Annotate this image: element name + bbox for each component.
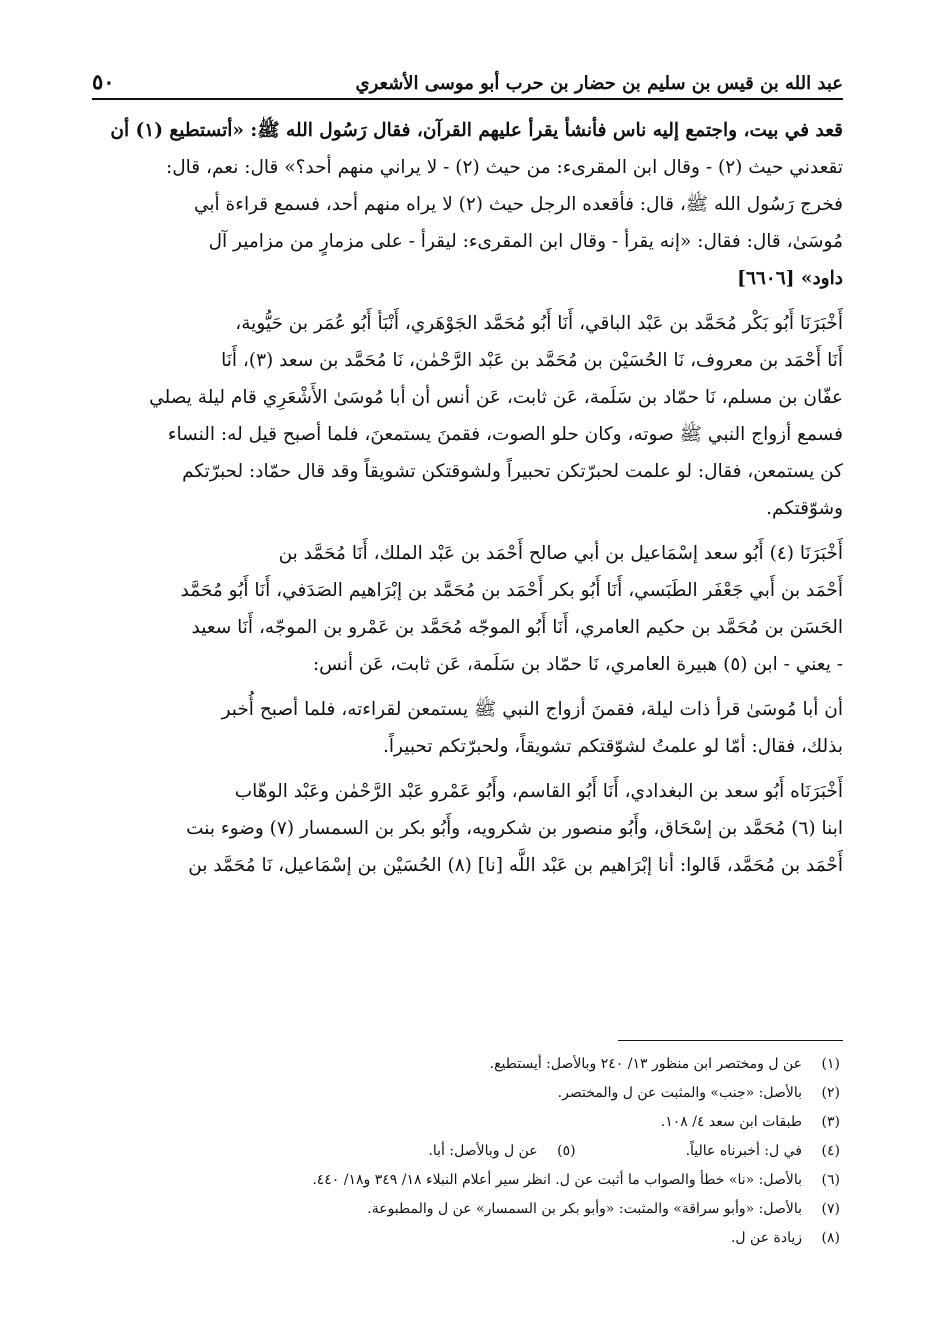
- footnote: [100, 1050, 840, 1079]
- footnote-number: (٥): [557, 1143, 576, 1159]
- footnote-text: بالأصل: «وأبو سراقة» والمثبت: «وأبو بكر بن السمسار» عن ل والمطبوعة.: [367, 1201, 802, 1217]
- footnote-text: في ل: أخبرناه عالياً.: [685, 1143, 802, 1159]
- footnote-text: زيادة عن ل.: [730, 1230, 802, 1246]
- footnote-text: عن ل ومختصر ابن منظور ١٣/ ٢٤٠ وبالأصل: أيستطيع.: [489, 1056, 802, 1072]
- paragraph-1: [92, 112, 843, 297]
- paragraph-3: [92, 535, 843, 683]
- footnote: [100, 1166, 840, 1195]
- text-line: مُوسَىٰ، قال: فقال: «إنه يقرأ - وقال ابن المقرىء: ليقرأ - على مزمارٍ من مزامير آل: [208, 231, 843, 252]
- text-line: أن أبا مُوسَىٰ قرأ ذات ليلة، فقمنَ أزواج النبي ﷺ يستمعن لقراءته، فلما أصبح أُخبر: [221, 699, 843, 720]
- paragraph-5: [92, 773, 843, 884]
- footnotes: [100, 1050, 840, 1253]
- footnote-number: (٧): [821, 1201, 840, 1217]
- footnote-text: بالأصل: «جنب» والمثبت عن ل والمختصر.: [557, 1085, 802, 1101]
- footnote-number: (١): [821, 1056, 840, 1072]
- footnote-text: طبقات ابن سعد ٤/ ١٠٨.: [660, 1114, 802, 1130]
- footnote-row: [100, 1137, 840, 1166]
- text-line: فخرج رَسُول الله ﷺ، قال: فأقعده الرجل حيث (٢) لا يراه منهم أحد، فسمع قراءة أبي: [193, 194, 843, 215]
- page-number: ٥٠: [92, 69, 115, 94]
- text-line: قعد في بيت، واجتمع إليه ناس فأنشأ يقرأ عليهم القرآن، فقال رَسُول الله ﷺ: «أتستطيع (١) أن: [110, 120, 843, 141]
- main-text: [92, 112, 843, 892]
- text-line: أَخْبَرَنَا (٤) أَبُو سعد إسْمَاعيل بن أبي صالح أَحْمَد بن عَبْد الملك، أَنَا مُحَمَّد بن: [278, 543, 843, 564]
- header-rule: [92, 98, 843, 100]
- text-line: عفّان بن مسلم، نَا حمّاد بن سَلَمة، عَن ثابت، عَن أنس أن أبا مُوسَىٰ الأَشْعَرِي قام ليلة يصلي: [149, 387, 843, 408]
- running-title: عبد الله بن قيس بن سليم بن حضار بن حرب أبو موسى الأشعري: [355, 73, 843, 94]
- text-line: وشوّقتكم.: [766, 498, 843, 519]
- text-line: كن يستمعن، فقال: لو علمت لحبرّتكن تحبيراً ولشوقتكن تشويقاً وقد قال حمّاد: لحبرّتكم: [182, 461, 843, 482]
- text-line: أَخْبَرَنَاه أَبُو سعد بن البغدادي، أَنَا أَبُو القاسم، وأَبُو عَمْرو عَبْد الرَّحْمٰن وعَبْد الوهّاب: [234, 781, 843, 802]
- paragraph-2: [92, 305, 843, 527]
- text-line: تقعدني حيث (٢) - وقال ابن المقرىء: من حيث (٢) - لا يراني منهم أحد؟» قال: نعم، قال:: [165, 157, 843, 178]
- text-line: - يعني - ابن (٥) هبيرة العامري، نَا حمّاد بن سَلَمة، عَن ثابت، عَن أنس:: [312, 654, 843, 675]
- footnote-text: عن ل وبالأصل: أبا.: [428, 1143, 538, 1159]
- footnote-number: (٨): [821, 1230, 840, 1246]
- running-header: [92, 58, 843, 94]
- footnote-number: (٦): [821, 1172, 840, 1188]
- text-line: أَحْمَد بن مُحَمَّد، قَالوا: أنا إبْرَاهيم بن عَبْد اللَّه [نا] (٨) الحُسَيْن بن إسْمَاعيل، نَا مُحَمَّد بن: [188, 855, 843, 876]
- footnote-text: بالأصل: «نا» خطأ والصواب ما أثبت عن ل. انظر سير أعلام النبلاء ١٨/ ٣٤٩ و١٨/ ٤٤٠.: [312, 1172, 802, 1188]
- footnote-number: (٢): [821, 1085, 840, 1101]
- footnote-number: (٣): [821, 1114, 840, 1130]
- text-line: أَحْمَد بن أَبي جَعْفَر الطَبَسي، أَنَا أَبُو بكر أَحْمَد بن مُحَمَّد بن إبْرَاهيم الصَدَفي، أَنَا أَبُو مُحَمَّد: [180, 580, 843, 601]
- footnote: [100, 1108, 840, 1137]
- footnote: [100, 1224, 840, 1253]
- paragraph-4: [92, 691, 843, 765]
- footnote-rule: [618, 1040, 843, 1041]
- text-line: أَنَا أَحْمَد بن معروف، نَا الحُسَيْن بن مُحَمَّد بن عَبْد الرَّحْمٰن، نَا مُحَمَّد بن سعد (٣)، أَنَا: [221, 350, 843, 371]
- footnote: [100, 1079, 840, 1108]
- text-line: داود» [٦٦٠٦]: [737, 268, 843, 289]
- footnote: [428, 1137, 575, 1166]
- footnote-number: (٤): [821, 1143, 840, 1159]
- text-line: أَخْبَرَنَا أَبُو بَكْر مُحَمَّد بن عَبْد الباقي، أَنَا أَبُو مُحَمَّد الجَوْهَري، أَنْبَأ أَبُو عُمَر بن حَيُّوية،: [235, 313, 843, 334]
- text-line: ابنا (٦) مُحَمَّد بن إسْحَاق، وأَبُو منصور بن شكرويه، وأَبُو بكر بن السمسار (٧) وضوء بنت: [186, 818, 843, 839]
- footnote: [100, 1195, 840, 1224]
- footnote: [686, 1137, 840, 1166]
- text-line: فسمع أزواج النبي ﷺ صوته، وكان حلو الصوت، فقمنَ يستمعنَ، فلما أصبح قيل له: النساء: [167, 424, 843, 445]
- text-line: بذلك، فقال: أمّا لو علمتُ لشوّقتكم تشويقاً، ولحبرّتكم تحبيراً.: [383, 736, 843, 757]
- text-line: الحَسَن بن مُحَمَّد بن حكيم العامري، أَنَا أَبُو الموجّه مُحَمَّد بن عَمْرو بن الموجّه، أَنَا سعيد: [191, 617, 843, 638]
